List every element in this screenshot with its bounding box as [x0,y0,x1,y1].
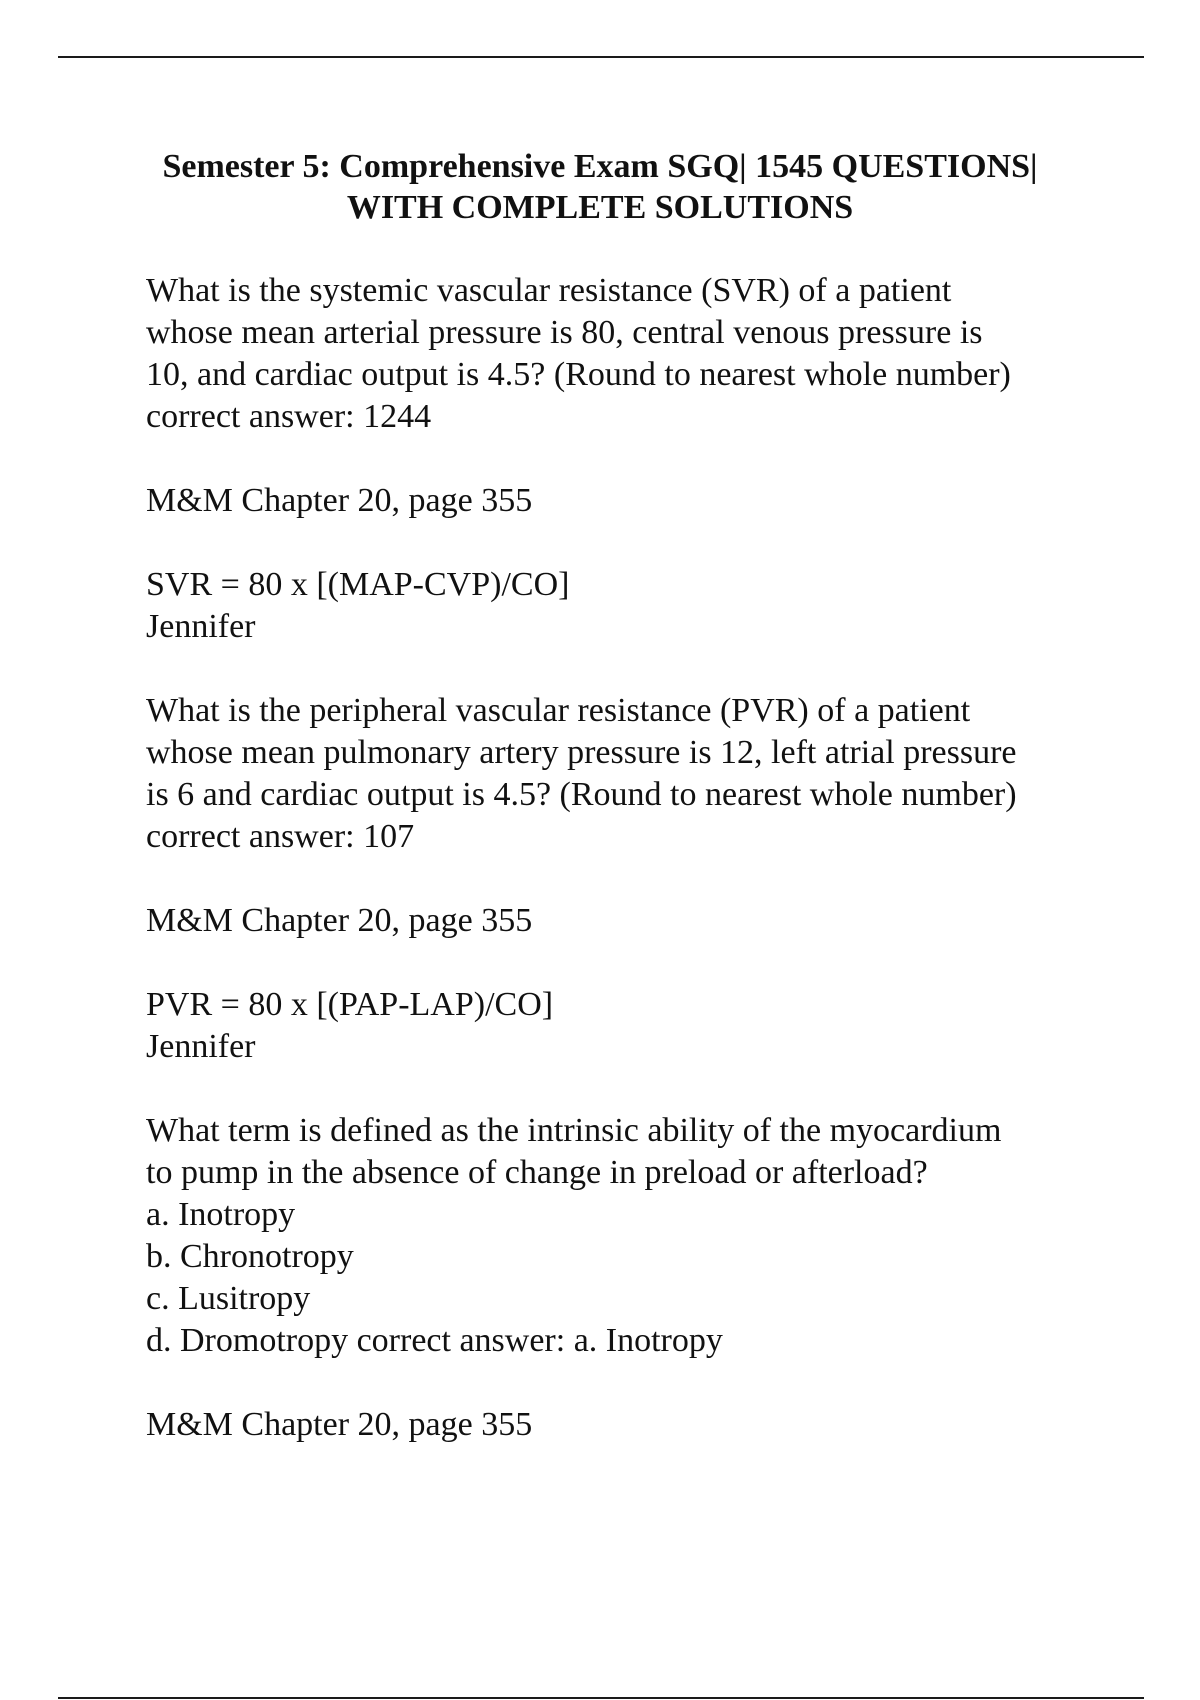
document-body [146,270,1106,1488]
question-2-formula-block [146,984,1106,1068]
question-3-reference-block [146,1404,1106,1446]
question-3-line: to pump in the absence of change in preload or afterload? [146,1154,928,1191]
question-3-option: c. Lusitropy [146,1280,311,1317]
question-2-line: is 6 and cardiac output is 4.5? (Round to nearest whole number) [146,776,1017,813]
question-3-answer: d. Dromotropy correct answer: a. Inotropy [146,1322,723,1359]
question-3-option: b. Chronotropy [146,1238,354,1275]
question-1-answer: correct answer: 1244 [146,398,432,435]
question-1-reference: M&M Chapter 20, page 355 [146,482,533,519]
question-2-line: whose mean pulmonary artery pressure is 12, left atrial pressure [146,734,1017,771]
header-rule [58,56,1144,58]
question-3-line: What term is defined as the intrinsic ability of the myocardium [146,1112,1002,1149]
question-1-line: whose mean arterial pressure is 80, central venous pressure is [146,314,983,351]
question-1-formula-block [146,564,1106,648]
question-2 [146,690,1106,858]
question-2-line: What is the peripheral vascular resistance (PVR) of a patient [146,692,971,729]
question-3-option: a. Inotropy [146,1196,296,1233]
question-2-author: Jennifer [146,1028,256,1065]
question-2-reference: M&M Chapter 20, page 355 [146,902,533,939]
page-title-line: WITH COMPLETE SOLUTIONS [346,189,854,226]
question-1-author: Jennifer [146,608,256,645]
page-title [100,146,1100,228]
question-2-answer: correct answer: 107 [146,818,415,855]
question-1-line: 10, and cardiac output is 4.5? (Round to nearest whole number) [146,356,1011,393]
question-3-reference: M&M Chapter 20, page 355 [146,1406,533,1443]
footer-rule [58,1697,1144,1699]
question-1-reference-block [146,480,1106,522]
question-2-formula: PVR = 80 x [(PAP-LAP)/CO] [146,986,554,1023]
question-1-line: What is the systemic vascular resistance (SVR) of a patient [146,272,952,309]
question-1 [146,270,1106,438]
question-3 [146,1110,1106,1362]
page-title-line: Semester 5: Comprehensive Exam SGQ| 1545 QUESTIONS| [162,148,1038,185]
question-1-formula: SVR = 80 x [(MAP-CVP)/CO] [146,566,570,603]
question-2-reference-block [146,900,1106,942]
